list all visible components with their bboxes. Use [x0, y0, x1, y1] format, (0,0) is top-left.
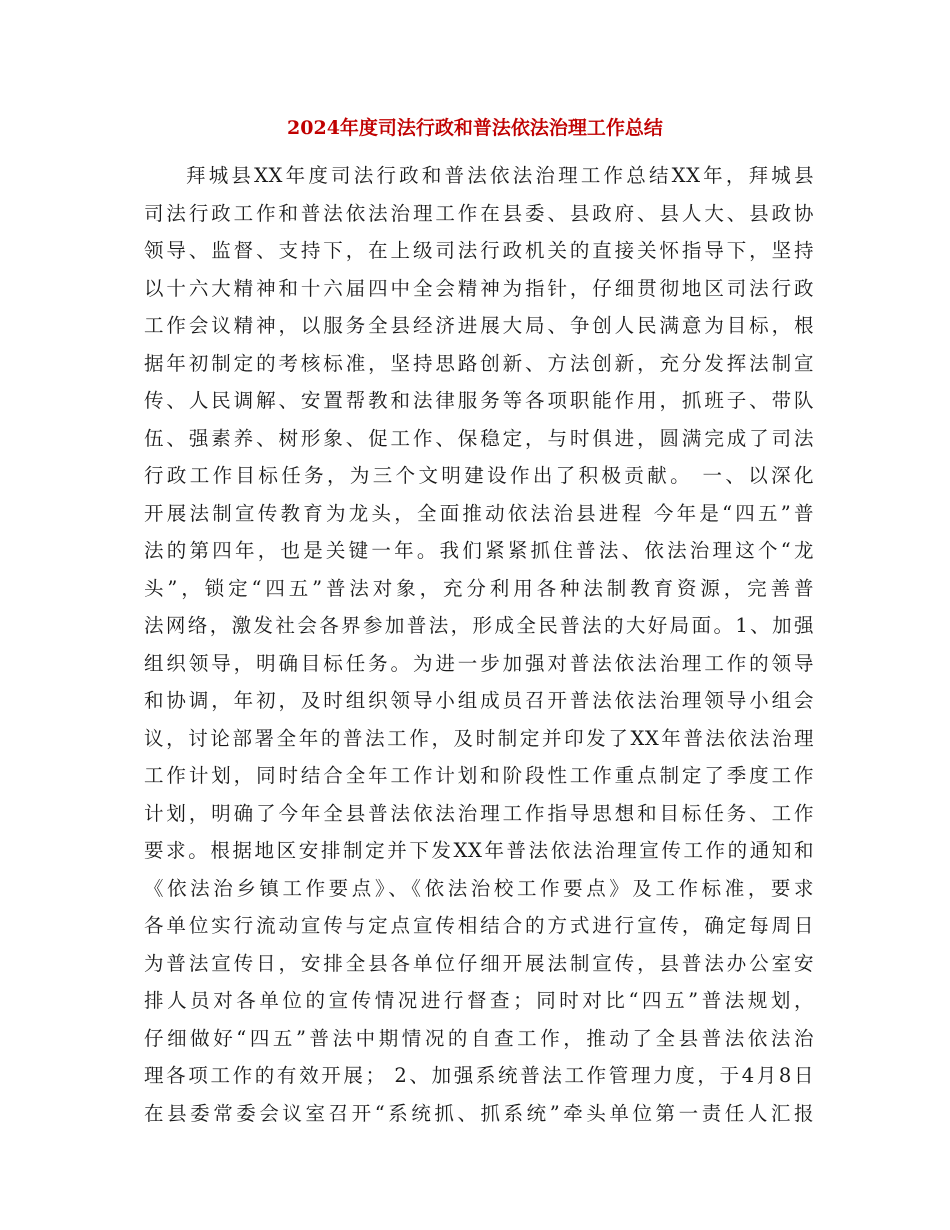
- body-line: 司法行政工作和普法依法治理工作在县委、县政府、县人大、县政协: [144, 201, 814, 225]
- document-body: [144, 157, 814, 1132]
- body-line: 拜城县XX年度司法行政和普法依法治理工作总结XX年，拜城县: [186, 164, 814, 187]
- body-line: 和协调，年初，及时组织领导小组成员召开普法依法治理领导小组会: [144, 689, 814, 712]
- body-line: 法网络，激发社会各界参加普法，形成全民普法的大好局面。1、加强: [144, 614, 814, 637]
- body-line: 伍、强素养、树形象、促工作、保稳定，与时俱进，圆满完成了司法: [144, 426, 814, 450]
- body-line: 在县委常委会议室召开“系统抓、抓系统”牵头单位第一责任人汇报: [144, 1101, 814, 1125]
- body-line: 议，讨论部署全年的普法工作，及时制定并印发了XX年普法依法治理: [144, 726, 814, 750]
- body-line: 法的第四年，也是关键一年。我们紧紧抓住普法、依法治理这个“龙: [144, 539, 814, 562]
- body-line: 理各项工作的有效开展； 2、加强系统普法工作管理力度，于4月8日: [144, 1064, 814, 1087]
- body-line: 《依法治乡镇工作要点》、《依法治校工作要点》及工作标准，要求: [144, 876, 814, 900]
- body-line: 计划，明确了今年全县普法依法治理工作指导思想和目标任务、工作: [144, 801, 814, 825]
- body-line: 头”，锁定“四五”普法对象，充分利用各种法制教育资源，完善普: [144, 576, 814, 600]
- body-line: 仔细做好“四五”普法中期情况的自查工作，推动了全县普法依法治: [144, 1026, 814, 1050]
- body-line: 各单位实行流动宣传与定点宣传相结合的方式进行宣传，确定每周日: [144, 914, 814, 937]
- body-line: 传、人民调解、安置帮教和法律服务等各项职能作用，抓班子、带队: [144, 389, 814, 412]
- body-line: 开展法制宣传教育为龙头，全面推动依法治县进程 今年是“四五”普: [144, 501, 814, 525]
- body-line: 要求。根据地区安排制定并下发XX年普法依法治理宣传工作的通知和: [144, 839, 814, 862]
- body-line: 排人员对各单位的宣传情况进行督查；同时对比“四五”普法规划，: [144, 989, 814, 1012]
- body-line: 领导、监督、支持下，在上级司法行政机关的直接关怀指导下，坚持: [144, 239, 814, 262]
- body-line: 行政工作目标任务，为三个文明建设作出了积极贡献。 一、以深化: [144, 464, 814, 487]
- body-line: 组织领导，明确目标任务。为进一步加强对普法依法治理工作的领导: [144, 651, 814, 675]
- body-line: 据年初制定的考核标准，坚持思路创新、方法创新，充分发挥法制宣: [144, 351, 814, 375]
- body-line: 以十六大精神和十六届四中全会精神为指针，仔细贯彻地区司法行政: [144, 276, 814, 300]
- body-line: 工作会议精神，以服务全县经济进展大局、争创人民满意为目标，根: [144, 314, 814, 337]
- document-title: 2024年度司法行政和普法依法治理工作总结: [287, 117, 663, 139]
- body-line: 工作计划，同时结合全年工作计划和阶段性工作重点制定了季度工作: [144, 764, 814, 787]
- body-line: 为普法宣传日，安排全县各单位仔细开展法制宣传，县普法办公室安: [144, 951, 814, 975]
